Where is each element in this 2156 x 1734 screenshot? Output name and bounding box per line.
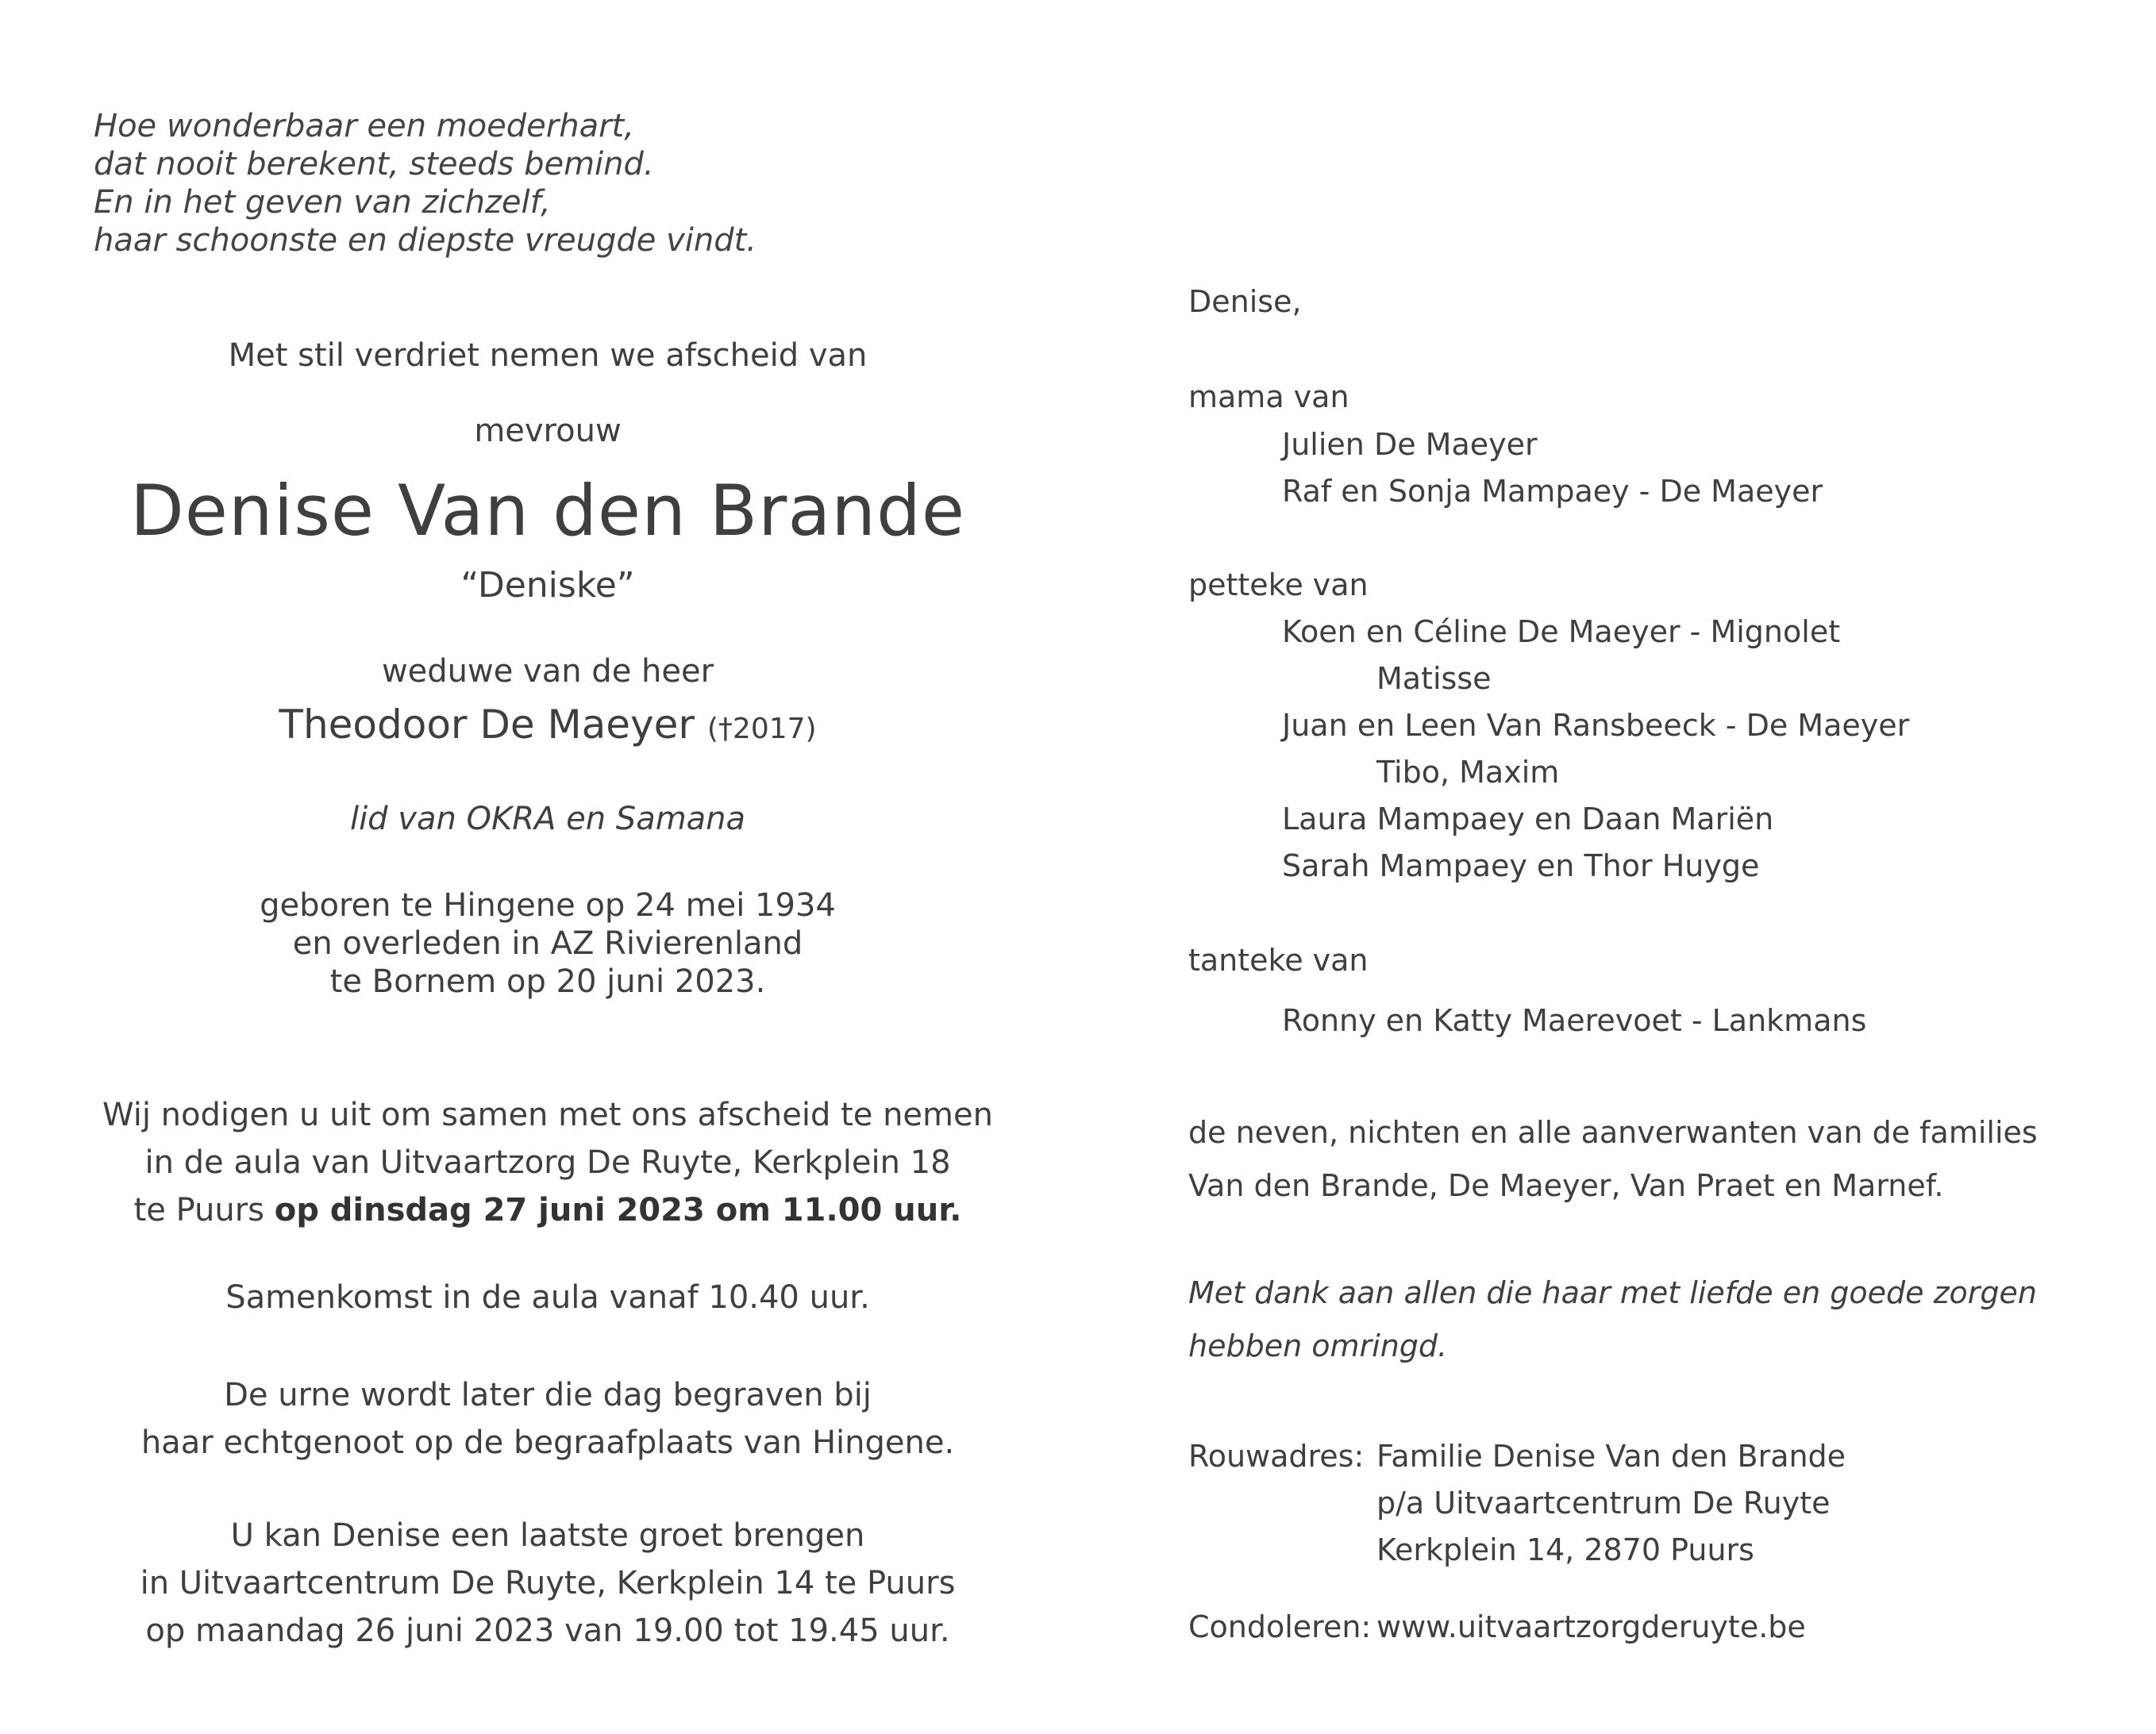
aunt-label: tanteke van	[1188, 943, 1369, 978]
poem-line: En in het geven van zichzelf,	[94, 184, 551, 221]
condolences-url: www.uitvaartzorgderuyte.be	[1376, 1609, 1806, 1644]
ceremony-line: Wij nodigen u uit om samen met ons afscheid te nemen	[102, 1097, 993, 1133]
relatives-line: de neven, nichten en alle aanverwanten van de families	[1188, 1115, 2038, 1150]
child-name: Julien De Maeyer	[1282, 427, 1538, 462]
urn-info	[64, 1371, 1032, 1467]
ceremony-location: te Puurs	[133, 1192, 275, 1228]
visit-line: U kan Denise een laatste groet brengen	[230, 1517, 865, 1554]
intro-text: Met stil verdriet nemen we afscheid van	[228, 337, 868, 374]
relatives-line: Van den Brande, De Maeyer, Van Praet en Marnef.	[1188, 1168, 1944, 1203]
child-name: Raf en Sonja Mampaey - De Maeyer	[1282, 474, 1823, 509]
poem-line: dat nooit berekent, steeds bemind.	[94, 146, 654, 183]
grandmother-label: petteke van	[1188, 567, 1369, 602]
urn-line: haar echtgenoot op de begraafplaats van Hingene.	[141, 1424, 955, 1461]
address-line: Kerkplein 14, 2870 Puurs	[1376, 1532, 1754, 1567]
ceremony-invitation	[64, 1091, 1032, 1234]
address-line: p/a Uitvaartcentrum De Ruyte	[1376, 1486, 1831, 1521]
thanks-line: Met dank aan allen die haar met liefde en goede zorgen	[1188, 1275, 2037, 1310]
poem	[94, 107, 1126, 260]
poem-line: Hoe wonderbaar een moederhart,	[94, 108, 634, 144]
poem-line: haar schoonste en diepste vreugde vindt.	[94, 222, 757, 259]
nephew-name: Ronny en Katty Maerevoet - Lankmans	[1282, 1003, 1867, 1038]
gathering-text: Samenkomst in de aula vanaf 10.40 uur.	[225, 1279, 870, 1316]
great-grandchild-name: Matisse	[1376, 661, 1492, 696]
visit-line: op maandag 26 juni 2023 van 19.00 tot 19.45 uur.	[145, 1613, 950, 1649]
grandchild-name: Laura Mampaey en Daan Mariën	[1282, 802, 1774, 836]
ceremony-datetime: op dinsdag 27 juni 2023 om 11.00 uur.	[274, 1192, 962, 1228]
husband-death-year: (†2017)	[706, 713, 817, 745]
birth-death-info	[64, 886, 1032, 1001]
thanks-line: hebben omringd.	[1188, 1328, 1448, 1363]
ceremony-line: in de aula van Uitvaartzorg De Ruyte, Kerkplein 18	[144, 1144, 951, 1181]
membership-text: lid van OKRA en Samana	[349, 801, 746, 837]
visitation-info	[64, 1512, 1032, 1655]
address-line: Familie Denise Van den Brande	[1376, 1439, 1846, 1474]
mother-label: mama van	[1188, 379, 1349, 414]
husband-line	[64, 702, 1032, 748]
birth-death-line: geboren te Hingene op 24 mei 1934	[260, 887, 836, 924]
address-label: Rouwadres:	[1188, 1439, 1365, 1474]
great-grandchild-name: Tibo, Maxim	[1376, 755, 1560, 790]
deceased-name: Denise Van den Brande	[129, 470, 966, 552]
birth-death-line: te Bornem op 20 juni 2023.	[329, 963, 766, 1000]
nickname: “Deniske”	[460, 565, 635, 606]
grandchild-name: Koen en Céline De Maeyer - Mignolet	[1282, 614, 1841, 649]
salutation: Denise,	[1188, 284, 1302, 319]
ceremony-line	[64, 1186, 1032, 1234]
condolences-label: Condoleren:	[1188, 1609, 1372, 1644]
husband-name: Theodoor De Maeyer	[279, 702, 695, 748]
urn-line: De urne wordt later die dag begraven bij	[224, 1377, 872, 1413]
title-word: mevrouw	[474, 413, 622, 449]
visit-line: in Uitvaartcentrum De Ruyte, Kerkplein 14 te Puurs	[140, 1565, 956, 1601]
widow-of-text: weduwe van de heer	[381, 653, 714, 690]
birth-death-line: en overleden in AZ Rivierenland	[292, 925, 803, 962]
grandchild-name: Juan en Leen Van Ransbeeck - De Maeyer	[1282, 708, 1910, 743]
grandchild-name: Sarah Mampaey en Thor Huyge	[1282, 848, 1760, 883]
